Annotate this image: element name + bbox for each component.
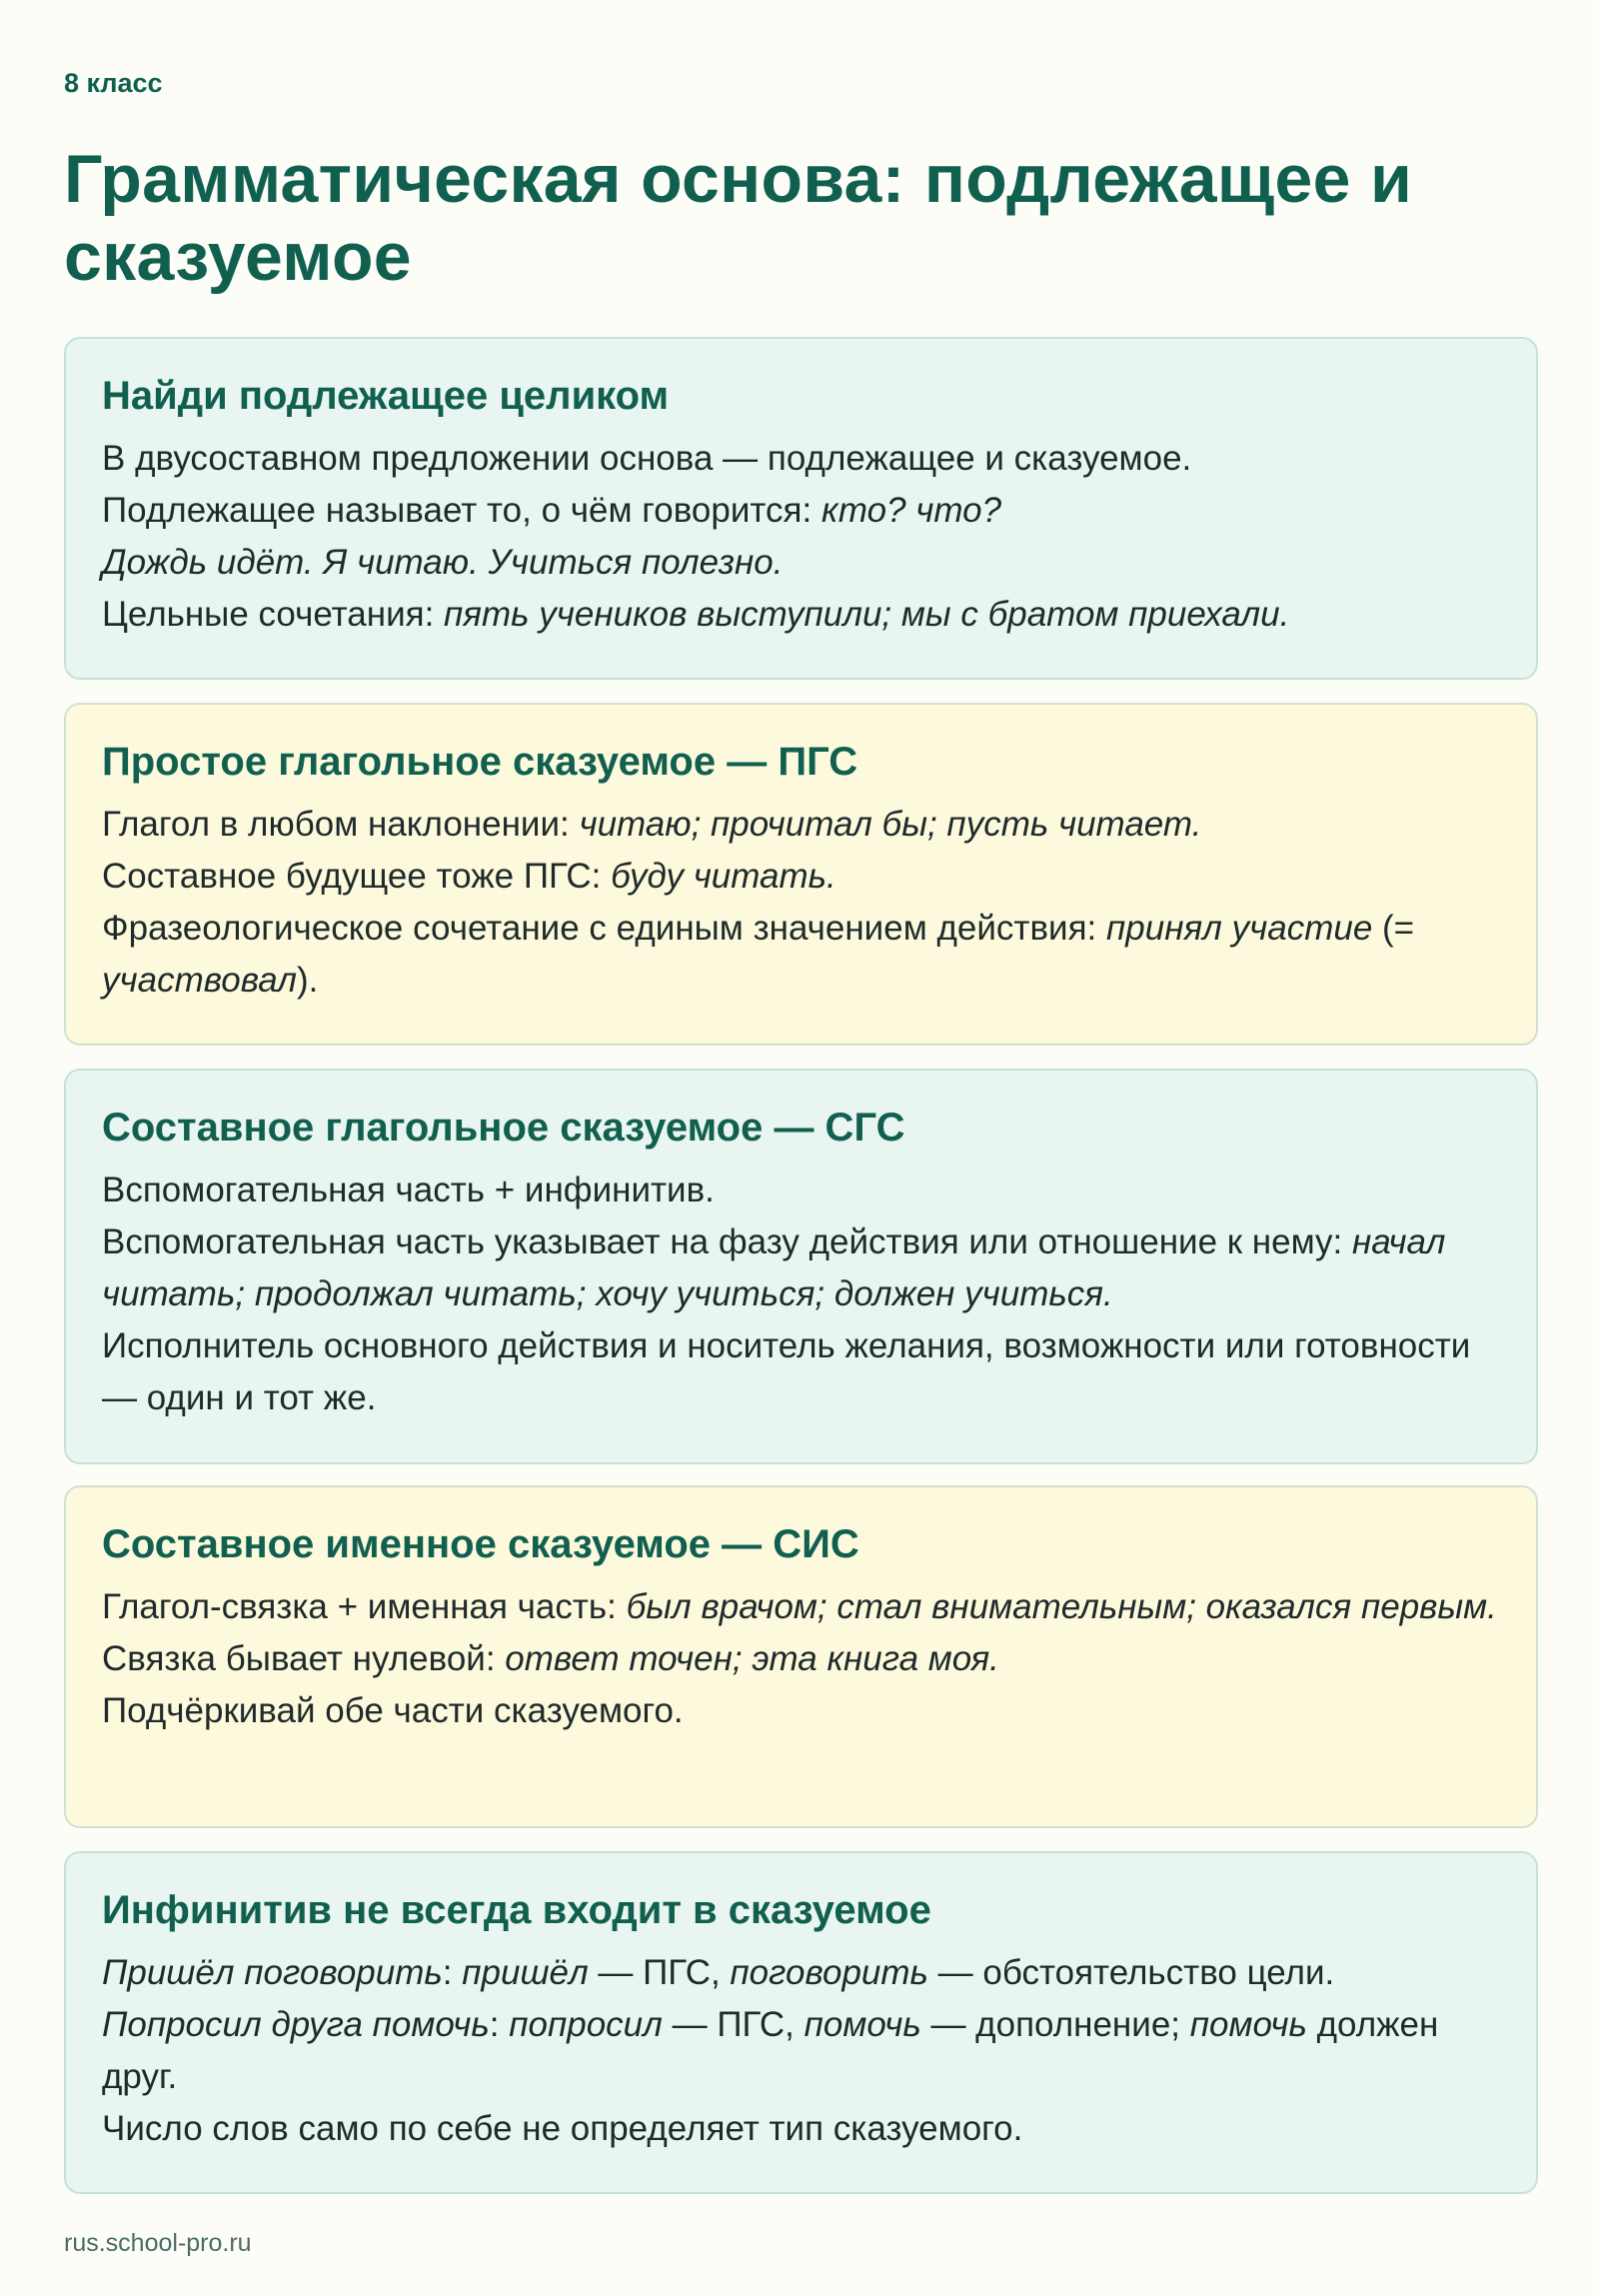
card-line bbox=[102, 433, 1500, 485]
card-line bbox=[102, 2103, 1500, 2155]
card-title: Инфинитив не всегда входит в сказуемое bbox=[102, 1888, 931, 1932]
example: поговорить bbox=[730, 1953, 928, 1992]
text: Подлежащее называет то, о чём говорится: bbox=[102, 491, 821, 530]
grade-label: 8 класс bbox=[64, 68, 163, 98]
card-line bbox=[102, 589, 1500, 641]
text: (= bbox=[1372, 909, 1415, 948]
example: кто? что? bbox=[820, 491, 1002, 530]
text: : bbox=[489, 2005, 510, 2044]
text: — дополнение; bbox=[920, 2005, 1190, 2044]
example: Пришёл поговорить bbox=[102, 1953, 443, 1992]
text: : bbox=[442, 1953, 463, 1992]
card-line bbox=[102, 1633, 1500, 1685]
text: ). bbox=[297, 961, 319, 1000]
text: Подчёркивай обе части сказуемого. bbox=[102, 1691, 684, 1730]
text: Число слов само по себе не определяет тип сказуемого. bbox=[102, 2109, 1023, 2148]
card-sis bbox=[64, 1485, 1538, 1828]
text: — ПГС, bbox=[662, 2005, 804, 2044]
card-line bbox=[102, 485, 1500, 537]
card-line bbox=[102, 1164, 1500, 1216]
example: пришёл bbox=[462, 1953, 589, 1992]
example: начал читать; продолжал читать; хочу учиться; должен учиться. bbox=[102, 1222, 1446, 1313]
text: Цельные сочетания: bbox=[102, 595, 445, 634]
example: помочь bbox=[803, 2005, 921, 2044]
example: помочь bbox=[1189, 2005, 1307, 2044]
card-title: Простое глагольное сказуемое — ПГС bbox=[102, 740, 858, 784]
footer-site: rus.school-pro.ru bbox=[64, 2229, 252, 2257]
example: попросил bbox=[509, 2005, 663, 2044]
card-pgs bbox=[64, 703, 1538, 1046]
example: принял участие bbox=[1106, 909, 1373, 948]
text: Составное будущее тоже ПГС: bbox=[102, 857, 612, 896]
text: Исполнитель основного действия и носитель желания, возможности или готовности — один и тот же. bbox=[102, 1326, 1471, 1417]
page-title: Грамматическая основа: подлежащее и сказуемое bbox=[64, 141, 1413, 295]
text: Вспомогательная часть указывает на фазу действия или отношение к нему: bbox=[102, 1222, 1352, 1261]
card-line bbox=[102, 1999, 1500, 2103]
card-sgs bbox=[64, 1069, 1538, 1464]
text: Глагол в любом наклонении: bbox=[102, 805, 580, 844]
card-line bbox=[102, 851, 1500, 903]
example: Попросил друга помочь bbox=[102, 2005, 490, 2044]
example: Дождь идёт. Я читаю. Учиться полезно. bbox=[102, 543, 784, 582]
card-title: Составное именное сказуемое — СИС bbox=[102, 1522, 859, 1566]
card-title: Составное глагольное сказуемое — СГС bbox=[102, 1106, 905, 1149]
text: Связка бывает нулевой: bbox=[102, 1639, 506, 1678]
text: Вспомогательная часть + инфинитив. bbox=[102, 1170, 715, 1209]
card-line bbox=[102, 537, 1500, 589]
text: — ПГС, bbox=[588, 1953, 731, 1992]
card-line bbox=[102, 1947, 1500, 1999]
card-line bbox=[102, 903, 1500, 1007]
card-subject bbox=[64, 337, 1538, 680]
example: участвовал bbox=[102, 961, 298, 1000]
card-line bbox=[102, 1685, 1500, 1737]
card-line bbox=[102, 1581, 1500, 1633]
example: буду читать. bbox=[611, 857, 836, 896]
card-line bbox=[102, 799, 1500, 851]
card-line bbox=[102, 1216, 1500, 1320]
text: Фразеологическое сочетание с единым значением действия: bbox=[102, 909, 1107, 948]
card-infinitive bbox=[64, 1851, 1538, 2194]
card-title: Найди подлежащее целиком bbox=[102, 374, 670, 418]
text: В двусоставном предложении основа — подлежащее и сказуемое. bbox=[102, 439, 1192, 478]
example: читаю; прочитал бы; пусть читает. bbox=[579, 805, 1202, 844]
text: Глагол-связка + именная часть: bbox=[102, 1587, 627, 1626]
text: — обстоятельство цели. bbox=[927, 1953, 1335, 1992]
example: ответ точен; эта книга моя. bbox=[505, 1639, 999, 1678]
text: должен друг. bbox=[102, 2005, 1439, 2096]
card-line bbox=[102, 1320, 1500, 1424]
example: был врачом; стал внимательным; оказался первым. bbox=[626, 1587, 1497, 1626]
example: пять учеников выступили; мы с братом приехали. bbox=[444, 595, 1290, 634]
